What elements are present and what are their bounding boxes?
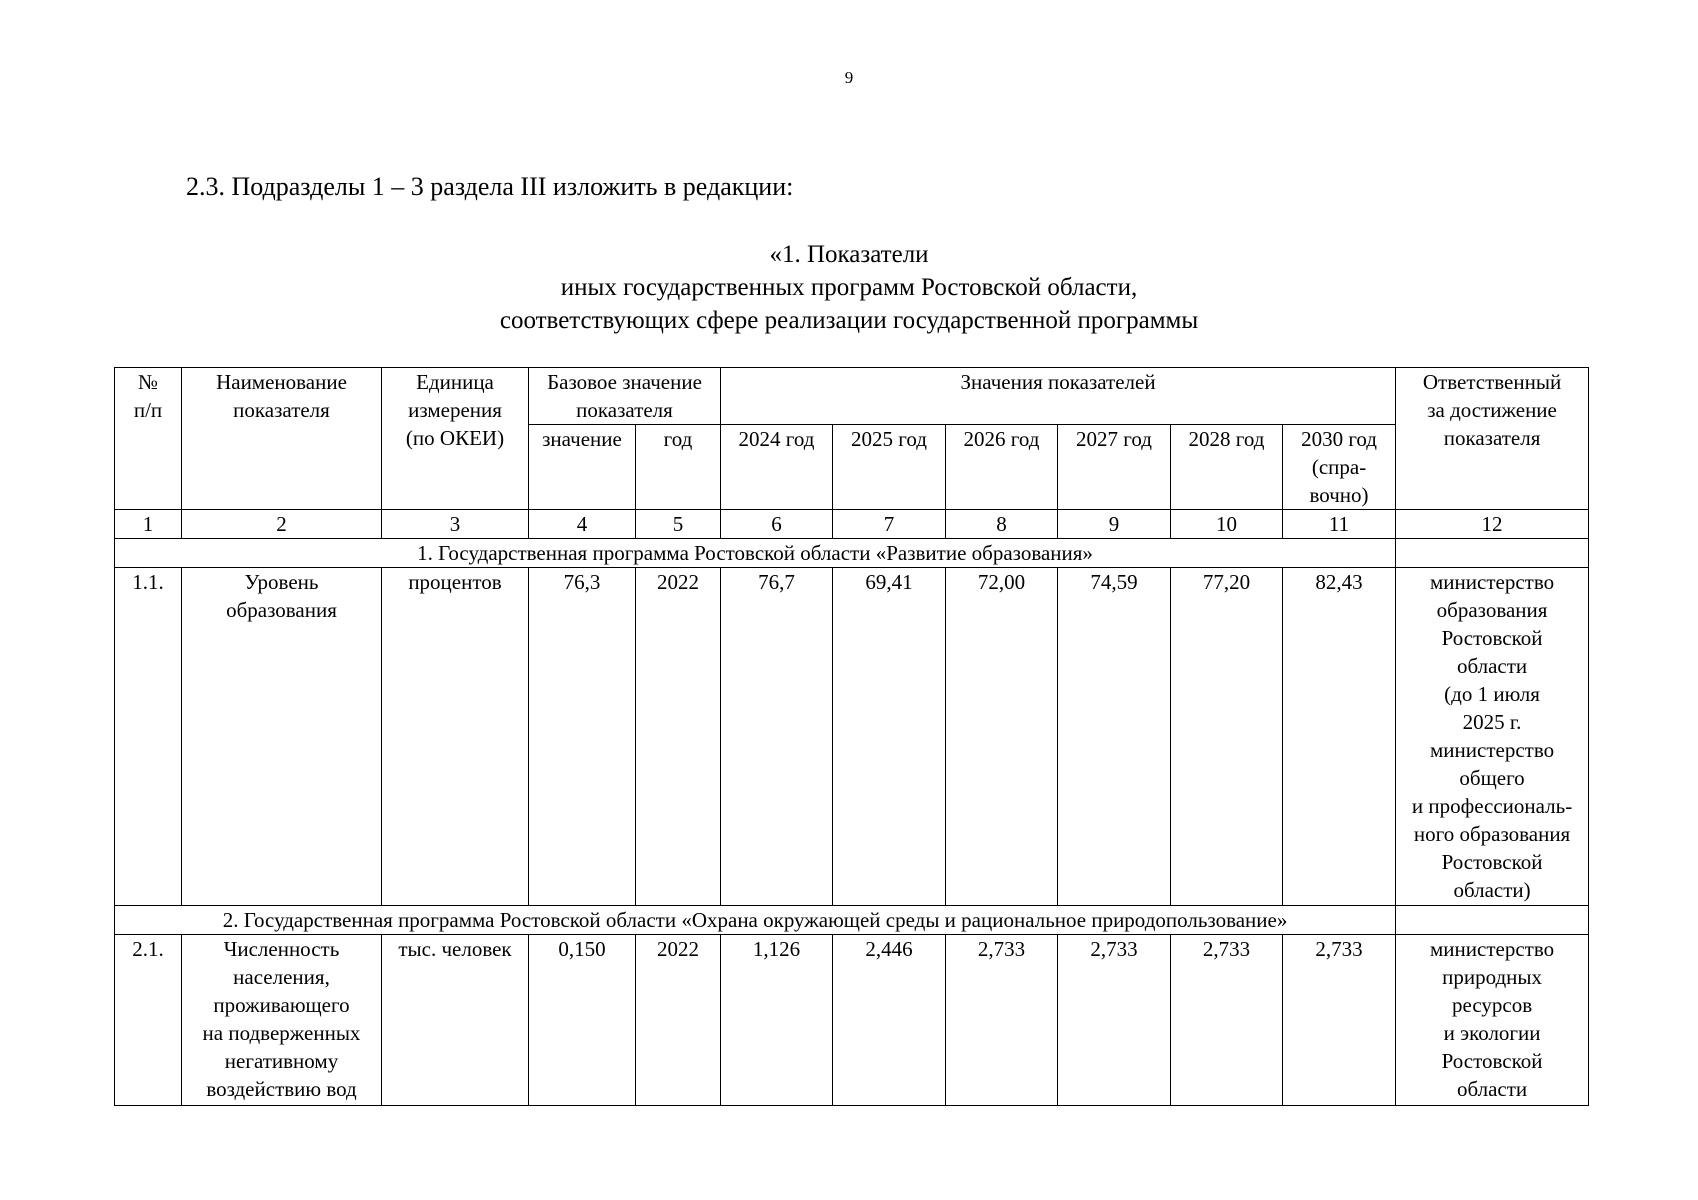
section-row: [115, 906, 1589, 935]
indicators-table: [114, 367, 1589, 1106]
row-num: 1.1.: [115, 568, 182, 906]
row-unit: процентов: [382, 568, 529, 906]
row-value-2028: 77,20: [1171, 568, 1283, 906]
row-value-2027: 2,733: [1058, 935, 1171, 1106]
header-values: Значения показателей: [721, 368, 1396, 425]
row-responsible: министерство природных ресурсов и экологии Ростовской области: [1396, 935, 1589, 1106]
row-base-value: 0,150: [529, 935, 636, 1106]
row-value-2024: 76,7: [721, 568, 833, 906]
page-number: 9: [844, 68, 854, 87]
row-value-2025: 2,446: [833, 935, 946, 1106]
header-base-value: значение: [529, 425, 636, 510]
column-number: 11: [1283, 510, 1396, 539]
header-2027: 2027 год: [1058, 425, 1171, 510]
row-value-2025: 69,41: [833, 568, 946, 906]
header-base: Базовое значение показателя: [529, 368, 721, 425]
table-row: [115, 935, 1589, 1106]
row-name: Уровень образования: [182, 568, 382, 906]
header-base-year: год: [636, 425, 721, 510]
header-num: № п/п: [115, 368, 182, 510]
row-base-year: 2022: [636, 568, 721, 906]
row-value-2027: 74,59: [1058, 568, 1171, 906]
column-number: 1: [115, 510, 182, 539]
column-number: 9: [1058, 510, 1171, 539]
row-value-2024: 1,126: [721, 935, 833, 1106]
heading-line-2: иных государственных программ Ростовской области,: [560, 274, 1138, 301]
header-2025: 2025 год: [833, 425, 946, 510]
column-number: 8: [946, 510, 1058, 539]
section-row: [115, 539, 1589, 568]
row-value-2030: 2,733: [1283, 935, 1396, 1106]
header-unit: Единица измерения (по ОКЕИ): [382, 368, 529, 510]
table-row: [115, 568, 1589, 906]
column-number: 12: [1396, 510, 1589, 539]
section-empty-cell: [1396, 906, 1589, 935]
row-value-2028: 2,733: [1171, 935, 1283, 1106]
header-responsible: Ответственный за достижение показателя: [1396, 368, 1589, 510]
section-empty-cell: [1396, 539, 1589, 568]
row-value-2026: 72,00: [946, 568, 1058, 906]
row-base-value: 76,3: [529, 568, 636, 906]
table-heading: [0, 238, 1698, 337]
column-number: 4: [529, 510, 636, 539]
row-name: Численность населения, проживающего на подверженных негативному воздействию вод: [182, 935, 382, 1106]
row-unit: тыс. человек: [382, 935, 529, 1106]
row-responsible: министерство образования Ростовской области (до 1 июля 2025 г. министерство общего и профессиональ- ного образования Ростовской области): [1396, 568, 1589, 906]
row-value-2026: 2,733: [946, 935, 1058, 1106]
column-number: 5: [636, 510, 721, 539]
section-title: 1. Государственная программа Ростовской области «Развитие образования»: [115, 539, 1396, 568]
row-value-2030: 82,43: [1283, 568, 1396, 906]
row-base-year: 2022: [636, 935, 721, 1106]
intro-paragraph: 2.3. Подразделы 1 – 3 раздела III изложить в редакции:: [186, 172, 794, 201]
heading-line-1: «1. Показатели: [769, 241, 929, 268]
header-2024: 2024 год: [721, 425, 833, 510]
column-number: 7: [833, 510, 946, 539]
column-number: 6: [721, 510, 833, 539]
section-title: 2. Государственная программа Ростовской области «Охрана окружающей среды и рациональное природопользование»: [115, 906, 1396, 935]
header-2030: 2030 год (спра- вочно): [1283, 425, 1396, 510]
header-2028: 2028 год: [1171, 425, 1283, 510]
column-number: 2: [182, 510, 382, 539]
header-name: Наименование показателя: [182, 368, 382, 510]
column-number: 10: [1171, 510, 1283, 539]
column-numbers-row: [115, 510, 1589, 539]
row-num: 2.1.: [115, 935, 182, 1106]
column-number: 3: [382, 510, 529, 539]
header-2026: 2026 год: [946, 425, 1058, 510]
heading-line-3: соответствующих сфере реализации государственной программы: [499, 307, 1199, 334]
